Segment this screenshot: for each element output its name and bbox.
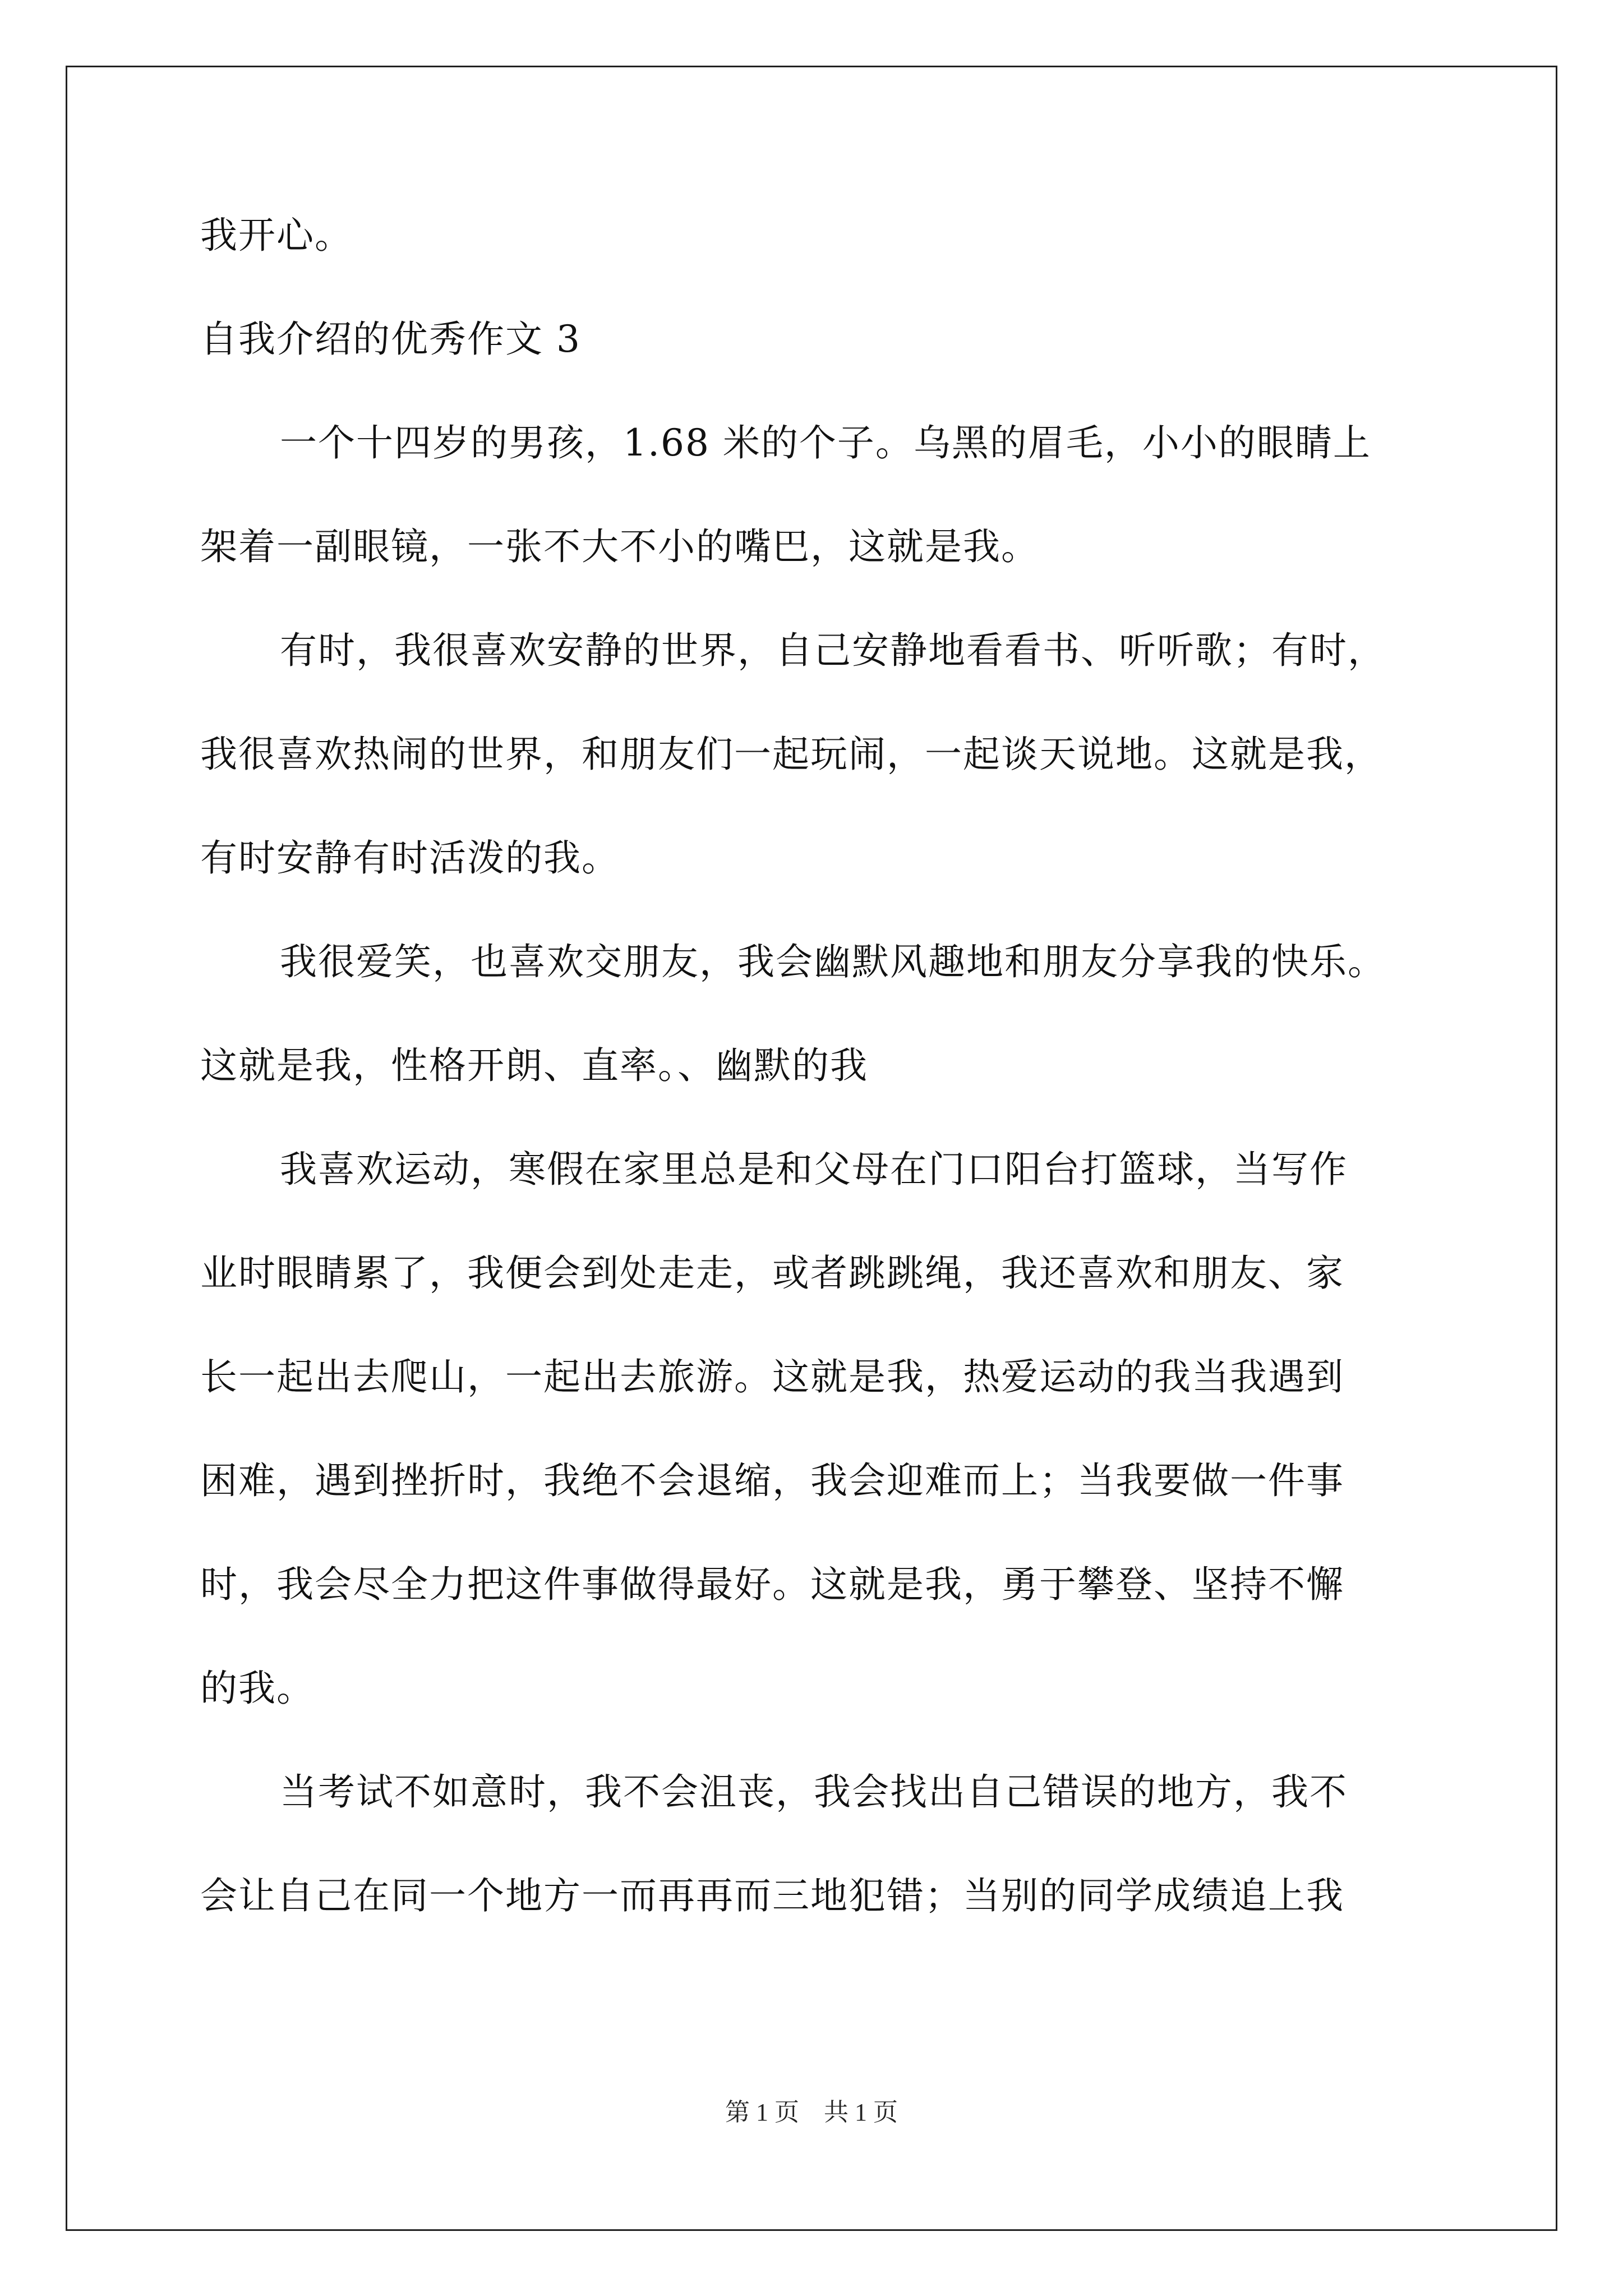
paragraph-line: 困难，遇到挫折时，我绝不会退缩，我会迎难而上；当我要做一件事 [200, 1459, 1344, 1502]
paragraph-line: 我很喜欢热闹的世界，和朋友们一起玩闹，一起谈天说地。这就是我， [200, 733, 1382, 776]
paragraph-line: 有时安静有时活泼的我。 [200, 836, 620, 880]
section-heading: 自我介绍的优秀作文 3 [200, 318, 581, 361]
paragraph-line: 这就是我，性格开朗、直率。、幽默的我 [200, 1044, 868, 1087]
page-footer: 第 1 页 共 1 页 [725, 2099, 898, 2126]
paragraph-line: 我很爱笑，也喜欢交朋友，我会幽默风趣地和朋友分享我的快乐。 [280, 940, 1386, 983]
text-line: 我开心。 [200, 214, 353, 257]
paragraph-line: 的我。 [200, 1667, 315, 1710]
paragraph-line: 当考试不如意时，我不会沮丧，我会找出自己错误的地方，我不 [280, 1770, 1348, 1814]
paragraph-line: 长一起出去爬山，一起出去旅游。这就是我，热爱运动的我当我遇到 [200, 1355, 1344, 1398]
paragraph-line: 一个十四岁的男孩，1.68 米的个子。乌黑的眉毛，小小的眼睛上 [280, 421, 1371, 464]
paragraph-line: 会让自己在同一个地方一而再再而三地犯错；当别的同学成绩追上我 [200, 1874, 1344, 1917]
paragraph-line: 架着一副眼镜，一张不大不小的嘴巴，这就是我。 [200, 525, 1039, 568]
paragraph-line: 我喜欢运动，寒假在家里总是和父母在门口阳台打篮球，当写作 [280, 1148, 1348, 1191]
paragraph-line: 业时眼睛累了，我便会到处走走，或者跳跳绳，我还喜欢和朋友、家 [200, 1251, 1344, 1295]
paragraph-line: 时，我会尽全力把这件事做得最好。这就是我，勇于攀登、坚持不懈 [200, 1563, 1344, 1606]
paragraph-line: 有时，我很喜欢安静的世界，自己安静地看看书、听听歌；有时， [280, 629, 1386, 672]
